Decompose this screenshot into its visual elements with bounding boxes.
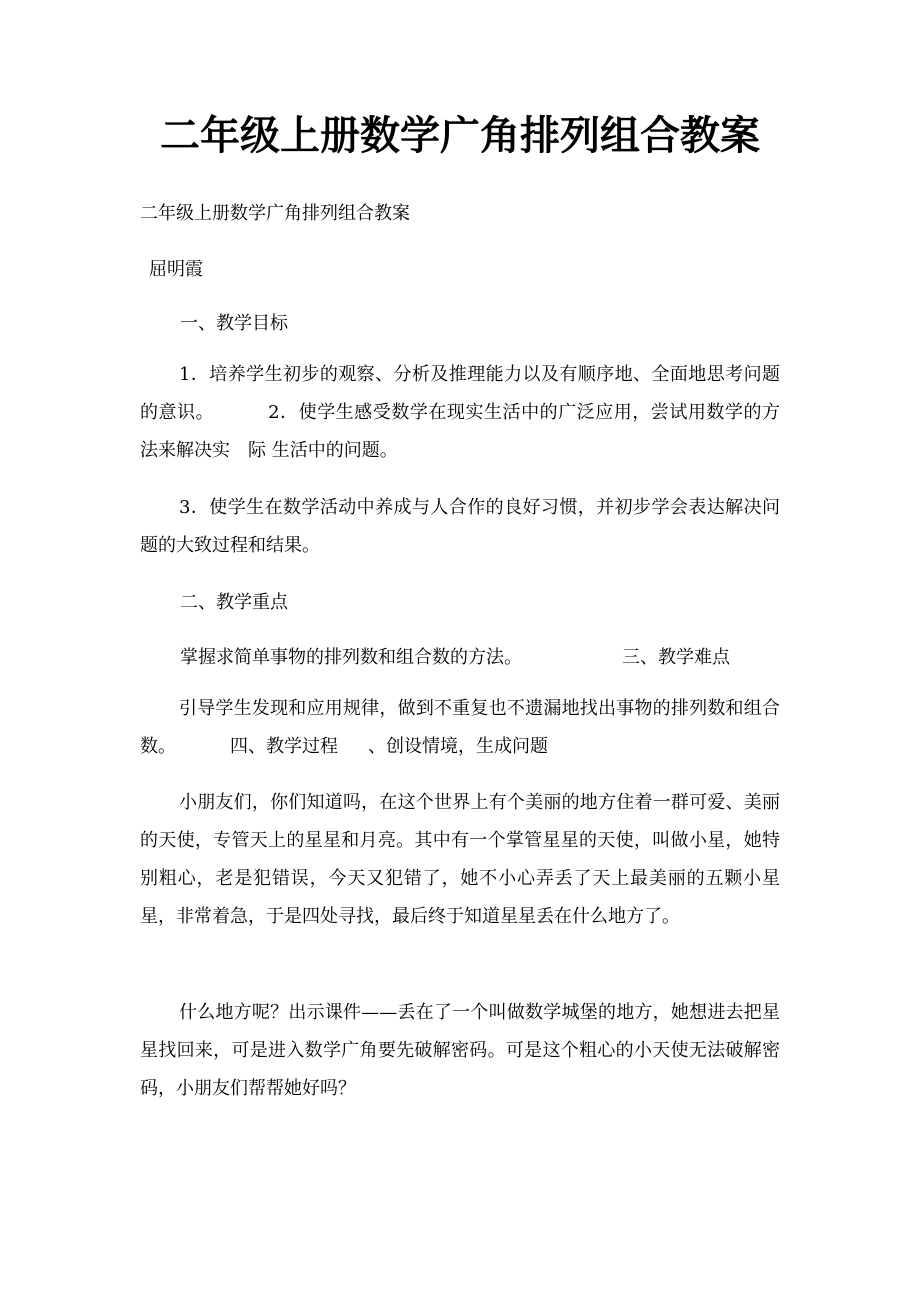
objective-3-paragraph (140, 489, 780, 565)
focus-heading: 二、教学重点 (180, 592, 288, 613)
objectives-1-2-paragraph (140, 356, 780, 470)
story-paragraph-2 (140, 994, 780, 1108)
objective-3-text: 3．使学生在数学活动中养成与人合作的良好习惯，并初步学会表达解决问题的大致过程和结果。 (140, 497, 780, 556)
objectives-heading: 一、教学目标 (180, 313, 288, 334)
focus-text: 掌握求简单事物的排列数和组合数的方法。 (180, 647, 522, 668)
author-name: 屈明霞 (149, 259, 203, 280)
document-title: 二年级上册数学广角排列组合教案 (160, 113, 760, 159)
difficulty-heading: 三、教学难点 (622, 647, 730, 668)
story-paragraph-1 (140, 784, 780, 936)
story-text-2: 什么地方呢？出示课件——丢在了一个叫做数学城堡的地方，她想进去把星星找回来，可是进入数学广角要先破解密码。可是这个粗心的小天使无法破解密码，小朋友们帮帮她好吗？ (140, 1002, 780, 1099)
objective-1-text: 1．培养学生初步的观察、分析及推理能力以及有顺序地、全面地思考问题的意识。 (140, 364, 780, 423)
story-text-1: 小朋友们，你们知道吗，在这个世界上有个美丽的地方住着一群可爱、美丽的天使，专管天上的星星和月亮。其中有一个掌管星星的天使，叫做小星，她特别粗心，老是犯错误，今天又犯错了，她不小心弄丢了天上最美丽的五颗小星星，非常着急，于是四处寻找，最后终于知道星星丢在什么地方了。 (140, 792, 780, 927)
objective-2-text: 2．使学生感受数学在现实生活中的广泛应用，尝试用数学的方法来解决实 际 生活中的问题。 (140, 402, 781, 461)
process-subheading: 、创设情境，生成问题 (368, 736, 548, 757)
difficulty-paragraph (140, 690, 780, 766)
document-subtitle: 二年级上册数学广角排列组合教案 (140, 203, 410, 224)
difficulty-text: 引导学生发现和应用规律，做到不重复也不遗漏地找出事物的排列数和组合数。 (140, 698, 780, 757)
process-heading: 四、教学过程 (230, 736, 338, 757)
